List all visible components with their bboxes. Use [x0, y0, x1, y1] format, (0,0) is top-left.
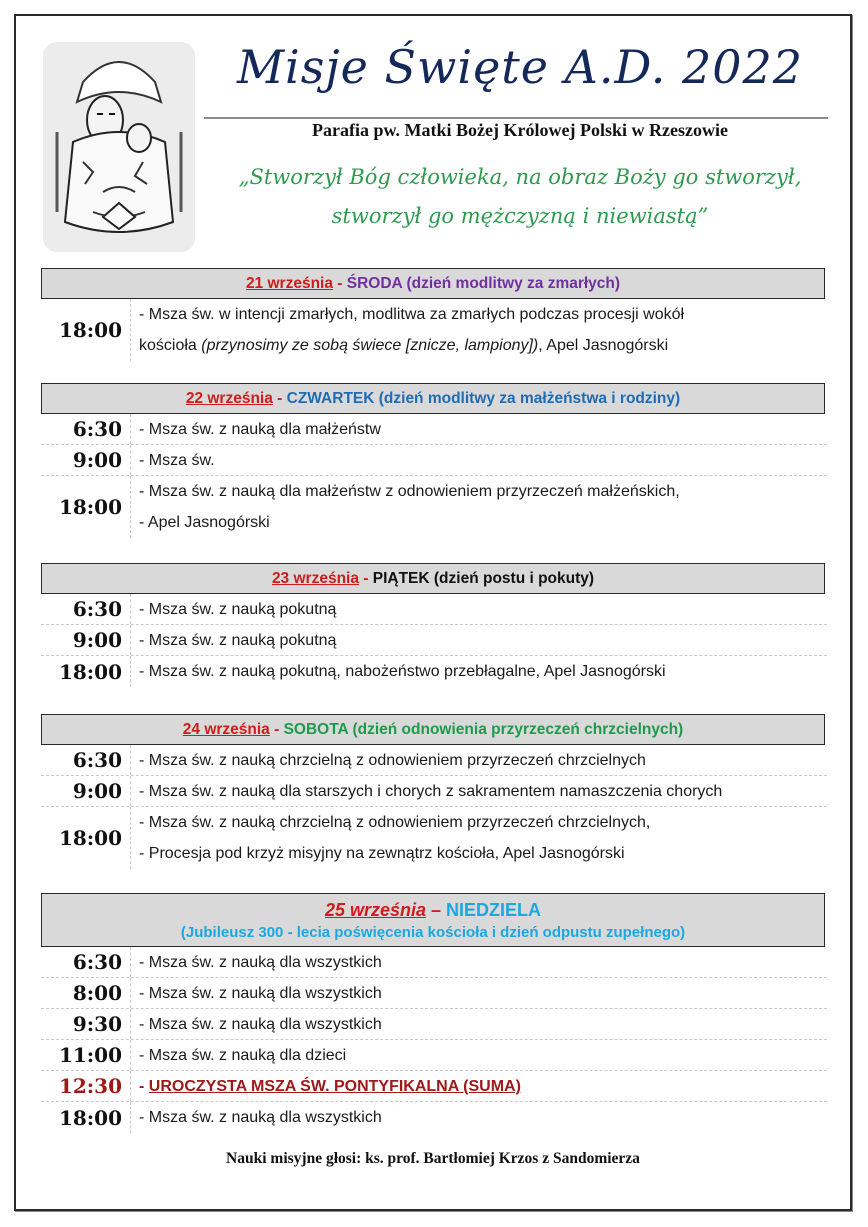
day-sublabel: (Jubileusz 300 - lecia poświęcenia kościoła i dzień odpustu zupełnego) [180, 924, 686, 941]
mass-description: - Msza św. [139, 451, 215, 469]
mass-time: 9:30 [41, 1009, 131, 1039]
description-prefix: - [139, 1077, 149, 1095]
mass-description: - Msza św. z nauką pokutną [139, 600, 337, 618]
day-header-sobota [41, 714, 825, 745]
description-line: - Msza św. w intencji zmarłych, modlitwa za zmarłych podczas procesji wokół [139, 306, 685, 323]
description-line [139, 330, 684, 361]
day-header-czwartek [41, 383, 825, 414]
day-header-piatek [41, 563, 825, 594]
mass-time: 9:00 [41, 776, 131, 806]
mass-description [131, 476, 680, 538]
description-line [139, 1071, 521, 1102]
day-label: NIEDZIELA [446, 900, 542, 920]
mass-time: 18:00 [41, 807, 131, 869]
mass-description: - Msza św. z nauką dla małżeństw [139, 420, 381, 438]
description-line: - Msza św. z nauką dla małżeństw z odnowieniem przyrzeczeń małżeńskich, [139, 483, 680, 500]
schedule-row [41, 476, 827, 538]
mass-description: - Msza św. z nauką dla starszych i chorych z sakramentem namaszczenia chorych [139, 782, 723, 800]
schedule-row [41, 947, 827, 978]
day-header-sroda [41, 268, 825, 299]
day-separator: - [272, 390, 287, 407]
mass-time: 18:00 [41, 1102, 131, 1133]
mass-description: - Msza św. z nauką dla wszystkich [139, 1109, 382, 1126]
day-label: ŚRODA (dzień modlitwy za zmarłych) [346, 275, 621, 292]
schedule-row [41, 745, 827, 776]
mass-description: - Msza św. z nauką dla dzieci [139, 1046, 347, 1064]
day-date: 25 września [324, 900, 427, 920]
description-highlight: UROCZYSTA MSZA ŚW. PONTYFIKALNA (SUMA) [148, 1077, 521, 1095]
parish-name: Parafia pw. Matki Bożej Królowej Polski w Rzeszowie [312, 120, 728, 140]
madonna-image-icon [43, 42, 195, 252]
day-date: 23 września [271, 570, 359, 587]
schedule-row-suma [41, 1071, 827, 1102]
day-separator: – [426, 900, 447, 920]
schedule-row [41, 1102, 827, 1133]
mass-description: - Msza św. z nauką dla wszystkich [139, 953, 382, 971]
mass-description: - Msza św. z nauką pokutną [139, 631, 337, 649]
day-separator: - [332, 275, 347, 292]
day-title-line [42, 897, 824, 923]
schedule-row [41, 299, 827, 361]
title-divider [204, 117, 828, 119]
mass-time: 18:00 [41, 476, 131, 538]
page-title: Misje Święte A.D. 2022 [236, 40, 804, 94]
schedule-row [41, 445, 827, 476]
mass-time: 12:30 [41, 1071, 131, 1101]
schedule-row [41, 1040, 827, 1071]
day-label: PIĄTEK (dzień postu i pokuty) [372, 570, 595, 587]
schedule-row [41, 625, 827, 656]
day-date: 21 września [245, 275, 333, 292]
mass-description [131, 299, 684, 361]
schedule-row [41, 978, 827, 1009]
day-label: CZWARTEK (dzień modlitwy za małżeństwa i rodziny) [286, 390, 681, 407]
mass-time: 8:00 [41, 978, 131, 1008]
day-separator: - [358, 570, 373, 587]
mass-time: 18:00 [41, 299, 131, 361]
mass-description [131, 1071, 521, 1101]
description-line: - Apel Jasnogórski [139, 514, 270, 531]
schedule-row [41, 594, 827, 625]
description-text: , Apel Jasnogórski [538, 337, 669, 354]
mass-time: 6:30 [41, 947, 131, 977]
mass-time: 6:30 [41, 594, 131, 624]
day-label: SOBOTA (dzień odnowienia przyrzeczeń chrzcielnych) [283, 721, 684, 738]
day-date: 22 września [185, 390, 273, 407]
description-text: kościoła [139, 337, 202, 354]
day-header-niedziela [41, 893, 825, 947]
day-date: 24 września [182, 721, 270, 738]
mass-description [131, 807, 650, 869]
mass-time: 9:00 [41, 445, 131, 475]
day-separator: - [269, 721, 284, 738]
mass-description: - Msza św. z nauką chrzcielną z odnowieniem przyrzeczeń chrzcielnych [139, 751, 646, 769]
schedule-row [41, 807, 827, 869]
mass-time: 18:00 [41, 656, 131, 687]
schedule-row [41, 656, 827, 687]
mass-time: 11:00 [41, 1040, 131, 1070]
mass-description: - Msza św. z nauką pokutną, nabożeństwo przebłagalne, Apel Jasnogórski [139, 663, 666, 680]
schedule-row [41, 776, 827, 807]
quote-line-2: stworzył go mężczyzną i niewiastą” [331, 204, 709, 228]
preacher-note: Nauki misyjne głosi: ks. prof. Bartłomiej Krzos z Sandomierza [226, 1150, 640, 1167]
schedule-row [41, 1009, 827, 1040]
schedule-row [41, 414, 827, 445]
mass-description: - Msza św. z nauką dla wszystkich [139, 984, 382, 1002]
description-line: - Procesja pod krzyż misyjny na zewnątrz kościoła, Apel Jasnogórski [139, 845, 625, 862]
scripture-quote [210, 158, 830, 236]
quote-line-1: „Stworzył Bóg człowieka, na obraz Boży go stworzył, [238, 165, 802, 189]
mass-description: - Msza św. z nauką dla wszystkich [139, 1015, 382, 1033]
mass-time: 6:30 [41, 745, 131, 775]
mass-time: 6:30 [41, 414, 131, 444]
mass-time: 9:00 [41, 625, 131, 655]
madonna-icon [43, 42, 195, 252]
description-line: - Msza św. z nauką chrzcielną z odnowieniem przyrzeczeń chrzcielnych, [139, 814, 651, 831]
description-italic: (przynosimy ze sobą świece [znicze, lampiony]) [201, 337, 539, 354]
